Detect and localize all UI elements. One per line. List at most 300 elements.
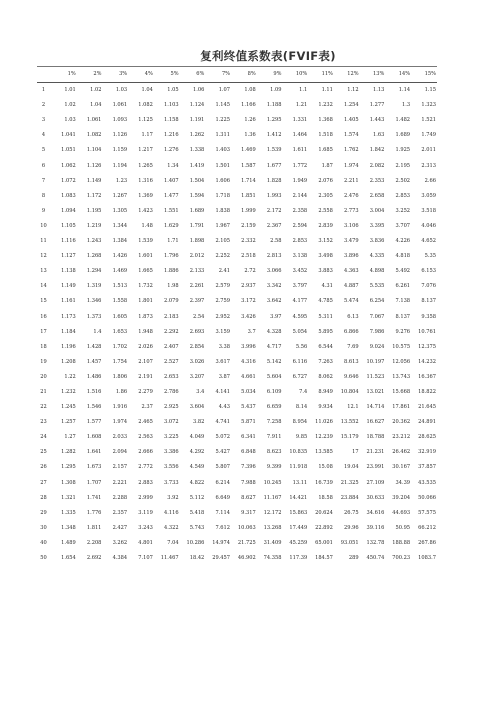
factor-cell: 26.462	[392, 449, 411, 456]
factor-cell: 1.04	[141, 87, 153, 94]
factor-cell: 14.714	[366, 404, 385, 411]
period-cell: 13	[40, 268, 47, 275]
rate-header: 5%	[170, 71, 179, 77]
table-header	[37, 67, 437, 83]
factor-cell: 11.918	[289, 464, 308, 471]
period-cell: 24	[40, 434, 47, 441]
table-row	[37, 430, 437, 445]
factor-cell: 2.011	[421, 147, 436, 154]
factor-cell: 1.23	[115, 177, 128, 184]
factor-cell: 2.58	[270, 238, 282, 245]
factor-cell: 1.05	[167, 87, 179, 94]
factor-cell: 1.245	[61, 404, 76, 411]
factor-cell: 2.854	[189, 343, 205, 350]
factor-cell: 3.138	[292, 253, 308, 260]
factor-cell: 3.059	[421, 192, 436, 199]
factor-cell: 65.001	[315, 539, 333, 546]
factor-cell: 3.87	[218, 373, 231, 380]
factor-cell: 5.871	[241, 419, 256, 426]
factor-cell: 1.539	[266, 147, 282, 154]
factor-cell: 7.988	[241, 479, 256, 486]
factor-cell: 4.717	[266, 343, 282, 350]
factor-cell: 4.741	[215, 419, 231, 426]
factor-cell: 1.87	[321, 162, 333, 169]
factor-cell: 4.887	[344, 283, 359, 290]
factor-cell: 6.109	[266, 388, 282, 395]
factor-cell: 1.172	[86, 192, 102, 199]
factor-cell: 1.611	[292, 147, 308, 154]
table-row	[37, 370, 437, 385]
table-row	[37, 340, 437, 355]
factor-cell: 1.513	[112, 283, 128, 290]
factor-cell: 3.342	[266, 283, 282, 290]
table-row	[37, 279, 437, 294]
factor-cell: 2.332	[241, 238, 256, 245]
factor-cell: 21.231	[366, 449, 385, 456]
factor-cell: 2.666	[138, 449, 153, 456]
factor-cell: 1.216	[164, 132, 179, 139]
factor-cell: 3.152	[318, 238, 333, 245]
factor-cell: 2.012	[189, 253, 205, 260]
factor-cell: 1.219	[86, 222, 102, 229]
factor-cell: 7.612	[215, 524, 231, 531]
factor-cell: 5.604	[266, 373, 282, 380]
factor-cell: 2.397	[189, 298, 205, 305]
factor-cell: 1.094	[61, 207, 76, 214]
factor-cell: 7.396	[241, 464, 256, 471]
factor-cell: 1.083	[61, 192, 76, 199]
factor-cell: 2.195	[395, 162, 411, 169]
factor-cell: 1.801	[138, 298, 153, 305]
factor-cell: 2.144	[292, 192, 308, 199]
factor-cell: 11.167	[263, 494, 282, 501]
factor-cell: 1.749	[421, 132, 436, 139]
period-cell: 9	[41, 207, 46, 214]
rate-header: 4%	[144, 71, 153, 77]
factor-cell: 66.212	[418, 524, 436, 531]
period-header	[37, 67, 51, 83]
factor-cell: 1.741	[86, 494, 102, 501]
factor-cell: 6.659	[266, 404, 282, 411]
table-row	[37, 189, 437, 204]
factor-cell: 1.98	[167, 283, 179, 290]
factor-cell: 1.082	[86, 132, 102, 139]
factor-cell: 10.575	[392, 343, 411, 350]
factor-cell: 15.179	[340, 434, 359, 441]
factor-cell: 3.066	[266, 268, 282, 275]
factor-cell: 1.673	[86, 464, 102, 471]
period-cell: 19	[40, 358, 47, 365]
factor-cell: 8.137	[395, 313, 411, 320]
table-row	[37, 143, 437, 158]
factor-cell: 1.265	[138, 162, 153, 169]
factor-cell: 1.86	[115, 388, 128, 395]
factor-cell: 1.217	[138, 147, 153, 154]
factor-cell: 9.934	[318, 404, 333, 411]
factor-cell: 1.191	[189, 117, 205, 124]
factor-cell: 1.426	[112, 253, 128, 260]
table-row	[37, 159, 437, 174]
factor-cell: 93.051	[340, 539, 359, 546]
factor-cell: 1.851	[241, 192, 256, 199]
factor-cell: 2.221	[112, 479, 128, 486]
factor-cell: 11.467	[160, 555, 179, 561]
factor-cell: 1.338	[189, 147, 205, 154]
factor-cell: 4.335	[369, 253, 385, 260]
factor-cell: 57.575	[418, 509, 436, 516]
factor-cell: 1.407	[164, 177, 179, 184]
factor-cell: 1.898	[189, 238, 205, 245]
factor-cell: 3.262	[112, 539, 128, 546]
factor-cell: 5.142	[266, 358, 282, 365]
period-cell: 10	[40, 222, 47, 229]
factor-cell: 5.427	[215, 449, 231, 456]
factor-cell: 2.261	[189, 283, 205, 290]
factor-cell: 1.08	[244, 87, 256, 94]
factor-cell: 29.96	[344, 524, 359, 531]
factor-cell: 2.66	[424, 177, 436, 184]
period-cell: 40	[40, 539, 47, 546]
factor-cell: 1.257	[61, 419, 76, 426]
factor-cell: 1.546	[86, 404, 102, 411]
fvif-table	[37, 66, 437, 566]
factor-cell: 1.489	[61, 539, 76, 546]
factor-cell: 10.197	[366, 358, 385, 365]
factor-cell: 1.07	[218, 87, 231, 94]
factor-cell: 2.502	[395, 177, 411, 184]
factor-cell: 5.35	[424, 253, 436, 260]
factor-cell: 1.03	[64, 117, 76, 124]
factor-cell: 1.4	[93, 328, 102, 335]
factor-cell: 1.762	[344, 147, 359, 154]
factor-cell: 8.627	[241, 494, 256, 501]
factor-cell: 1.294	[86, 268, 102, 275]
period-cell: 2	[41, 102, 46, 109]
factor-cell: 1.469	[241, 147, 256, 154]
period-cell: 21	[40, 388, 47, 395]
period-cell: 4	[41, 132, 46, 139]
factor-cell: 1.373	[86, 313, 102, 320]
factor-cell: 450.74	[366, 555, 385, 561]
factor-cell: 1.594	[189, 192, 205, 199]
factor-cell: 2.692	[86, 555, 102, 561]
factor-cell: 19.04	[344, 464, 359, 471]
factor-cell: 2.653	[164, 373, 179, 380]
factor-cell: 1.15	[424, 87, 436, 94]
factor-cell: 2.72	[244, 268, 256, 275]
factor-cell: 4.322	[164, 524, 179, 531]
factor-cell: 1.999	[241, 207, 256, 214]
factor-cell: 1.173	[61, 313, 76, 320]
factor-cell: 28.625	[418, 434, 436, 441]
factor-cell: 1.166	[241, 102, 256, 109]
factor-cell: 2.208	[86, 539, 102, 546]
factor-cell: 3.072	[164, 419, 179, 426]
factor-cell: 3.996	[241, 343, 256, 350]
factor-cell: 15.08	[318, 464, 333, 471]
factor-cell: 50.95	[395, 524, 411, 531]
factor-cell: 2.033	[112, 434, 128, 441]
factor-cell: 27.109	[366, 479, 385, 486]
factor-cell: 1.518	[318, 132, 333, 139]
factor-cell: 5.474	[344, 298, 359, 305]
table-row	[37, 506, 437, 521]
factor-cell: 2.773	[344, 207, 359, 214]
factor-cell: 2.759	[215, 298, 231, 305]
table-body	[37, 83, 437, 567]
factor-cell: 4.595	[292, 313, 308, 320]
factor-cell: 1.14	[398, 87, 411, 94]
factor-cell: 2.839	[318, 222, 333, 229]
factor-cell: 6.341	[241, 434, 256, 441]
factor-cell: 2.288	[112, 494, 128, 501]
factor-cell: 44.693	[392, 509, 411, 516]
rate-header: 3%	[119, 71, 128, 77]
factor-cell: 2.853	[395, 192, 411, 199]
factor-cell: 2.191	[138, 373, 153, 380]
period-cell: 6	[41, 162, 46, 169]
factor-cell: 16.367	[418, 373, 436, 380]
factor-cell: 1.22	[64, 373, 76, 380]
factor-cell: 5.807	[215, 464, 231, 471]
factor-cell: 2.558	[318, 207, 333, 214]
factor-cell: 1.243	[86, 238, 102, 245]
factor-cell: 4.046	[421, 222, 436, 229]
factor-cell: 1.105	[61, 222, 76, 229]
page-title	[0, 48, 500, 64]
factor-cell: 1.516	[86, 388, 102, 395]
factor-cell: 1.308	[61, 479, 76, 486]
factor-cell: 5.492	[395, 268, 411, 275]
factor-cell: 3.026	[189, 358, 205, 365]
factor-cell: 2.952	[215, 313, 231, 320]
factor-cell: 1.574	[344, 132, 359, 139]
factor-cell: 5.56	[295, 343, 308, 350]
period-cell: 28	[40, 494, 47, 501]
factor-cell: 2.693	[189, 328, 205, 335]
factor-cell: 1.195	[86, 207, 102, 214]
factor-cell: 13.585	[315, 449, 333, 456]
factor-cell: 43.535	[418, 479, 436, 486]
factor-cell: 6.13	[347, 313, 359, 320]
factor-cell: 1.689	[189, 207, 205, 214]
factor-cell: 11.026	[315, 419, 333, 426]
factor-cell: 3.386	[164, 449, 179, 456]
period-cell: 15	[40, 298, 47, 305]
factor-cell: 1.34	[167, 162, 179, 169]
factor-cell: 1.348	[61, 524, 76, 531]
factor-cell: 1.145	[215, 102, 231, 109]
period-cell: 12	[40, 253, 47, 260]
factor-cell: 1.423	[138, 207, 153, 214]
factor-cell: 1.654	[61, 555, 76, 561]
factor-cell: 7.076	[421, 283, 436, 290]
table-row	[37, 294, 437, 309]
factor-cell: 12.172	[263, 509, 282, 516]
factor-cell: 13.552	[340, 419, 359, 426]
factor-cell: 37.857	[418, 464, 436, 471]
factor-cell: 1.405	[344, 117, 359, 124]
table-row	[37, 219, 437, 234]
factor-cell: 12.056	[392, 358, 411, 365]
factor-cell: 39.116	[366, 524, 385, 531]
factor-cell: 1.072	[61, 177, 76, 184]
factor-cell: 1.806	[112, 373, 128, 380]
factor-cell: 26.75	[344, 509, 359, 516]
factor-cell: 1.707	[86, 479, 102, 486]
rate-header: 6%	[196, 71, 205, 77]
factor-cell: 9.646	[344, 373, 359, 380]
factor-cell: 9.317	[241, 509, 256, 516]
factor-cell: 1.344	[112, 222, 128, 229]
factor-cell: 10.286	[186, 539, 205, 546]
factor-cell: 1.925	[395, 147, 411, 154]
factor-cell: 1.319	[86, 283, 102, 290]
factor-cell: 1.138	[61, 268, 76, 275]
factor-cell: 5.112	[189, 494, 205, 501]
factor-cell: 1.267	[112, 192, 128, 199]
factor-cell: 2.094	[112, 449, 128, 456]
factor-cell: 15.863	[289, 509, 308, 516]
factor-cell: 16.627	[366, 419, 385, 426]
factor-cell: 1.02	[64, 102, 76, 109]
period-cell: 23	[40, 419, 47, 426]
factor-cell: 2.594	[292, 222, 308, 229]
factor-cell: 4.226	[395, 238, 411, 245]
factor-cell: 3.836	[369, 238, 385, 245]
table-row	[37, 476, 437, 491]
factor-cell: 1.948	[138, 328, 153, 335]
header-row	[37, 67, 437, 83]
factor-cell: 3.172	[241, 298, 256, 305]
factor-cell: 24.891	[418, 419, 436, 426]
factor-cell: 4.822	[189, 479, 205, 486]
factor-cell: 23.212	[392, 434, 411, 441]
factor-cell: 3.159	[215, 328, 231, 335]
factor-cell: 7.4	[299, 388, 308, 395]
period-cell: 29	[40, 509, 47, 516]
title-text: 复利终值系数表(FVIF表)	[200, 49, 336, 63]
period-cell: 11	[40, 238, 47, 245]
factor-cell: 3.498	[318, 253, 333, 260]
factor-cell: 4.661	[241, 373, 256, 380]
factor-cell: 1.127	[61, 253, 76, 260]
factor-cell: 184.57	[315, 555, 333, 561]
factor-cell: 6.153	[421, 268, 436, 275]
factor-cell: 3.883	[318, 268, 333, 275]
factor-cell: 4.801	[138, 539, 153, 546]
rate-header: 12%	[347, 71, 359, 77]
factor-cell: 8.14	[295, 404, 308, 411]
factor-cell: 1.335	[61, 509, 76, 516]
period-cell: 20	[40, 373, 47, 380]
factor-cell: 2.292	[164, 328, 179, 335]
factor-cell: 5.535	[369, 283, 385, 290]
factor-cell: 1.116	[61, 238, 76, 245]
factor-cell: 6.254	[369, 298, 385, 305]
factor-cell: 9.276	[395, 328, 411, 335]
factor-cell: 9.85	[295, 434, 308, 441]
factor-cell: 14.232	[418, 358, 436, 365]
period-cell: 17	[40, 328, 47, 335]
factor-cell: 1.811	[86, 524, 102, 531]
period-cell: 50	[40, 555, 47, 561]
factor-cell: 11.523	[366, 373, 385, 380]
factor-cell: 1.276	[164, 147, 179, 154]
factor-cell: 1.828	[266, 177, 282, 184]
factor-cell: 1.653	[112, 328, 128, 335]
table-row	[37, 83, 437, 99]
factor-cell: 3.225	[164, 434, 179, 441]
factor-cell: 1.702	[112, 343, 128, 350]
factor-cell: 1.188	[266, 102, 282, 109]
factor-cell: 2.407	[164, 343, 179, 350]
factor-cell: 1.754	[112, 358, 128, 365]
factor-cell: 1.838	[215, 207, 231, 214]
factor-cell: 1.254	[344, 102, 359, 109]
factor-cell: 1.796	[164, 253, 179, 260]
factor-cell: 7.067	[369, 313, 385, 320]
factor-cell: 22.892	[315, 524, 333, 531]
factor-cell: 4.141	[215, 388, 231, 395]
factor-cell: 21.645	[418, 404, 436, 411]
table-row	[37, 415, 437, 430]
rate-header: 10%	[295, 71, 308, 77]
factor-cell: 1.124	[189, 102, 205, 109]
period-cell: 25	[40, 449, 47, 456]
factor-cell: 6.848	[241, 449, 256, 456]
table-row	[37, 113, 437, 128]
factor-cell: 1.104	[86, 147, 102, 154]
factor-cell: 1.126	[112, 132, 128, 139]
table-row	[37, 204, 437, 219]
table-row	[37, 491, 437, 506]
factor-cell: 2.252	[215, 253, 231, 260]
factor-cell: 1.842	[369, 147, 385, 154]
factor-cell: 5.437	[241, 404, 256, 411]
factor-cell: 1.268	[86, 253, 102, 260]
period-cell: 3	[41, 117, 46, 124]
factor-cell: 1.477	[164, 192, 179, 199]
period-cell: 16	[40, 313, 47, 320]
factor-cell: 1.331	[292, 117, 308, 124]
factor-cell: 4.43	[218, 404, 231, 411]
factor-cell: 1.277	[369, 102, 385, 109]
rate-header: 9%	[273, 71, 282, 77]
factor-cell: 3.82	[192, 419, 205, 426]
factor-cell: 1.149	[86, 177, 102, 184]
factor-cell: 50.066	[418, 494, 436, 501]
factor-cell: 7.138	[395, 298, 411, 305]
factor-cell: 1.685	[318, 147, 333, 154]
table-row	[37, 460, 437, 475]
factor-cell: 13.11	[292, 479, 308, 486]
factor-cell: 1.482	[395, 117, 411, 124]
factor-cell: 1.041	[61, 132, 76, 139]
factor-cell: 8.949	[318, 388, 333, 395]
factor-cell: 3.707	[395, 222, 411, 229]
factor-cell: 1.346	[86, 298, 102, 305]
factor-cell: 2.853	[292, 238, 308, 245]
factor-cell: 1.03	[115, 87, 128, 94]
factor-cell: 13.743	[392, 373, 411, 380]
rate-header: 11%	[321, 71, 333, 77]
rate-header: 2%	[93, 71, 102, 77]
factor-cell: 4.328	[266, 328, 282, 335]
factor-cell: 2.999	[138, 494, 153, 501]
factor-cell: 3.4	[196, 388, 205, 395]
period-cell: 22	[40, 404, 47, 411]
